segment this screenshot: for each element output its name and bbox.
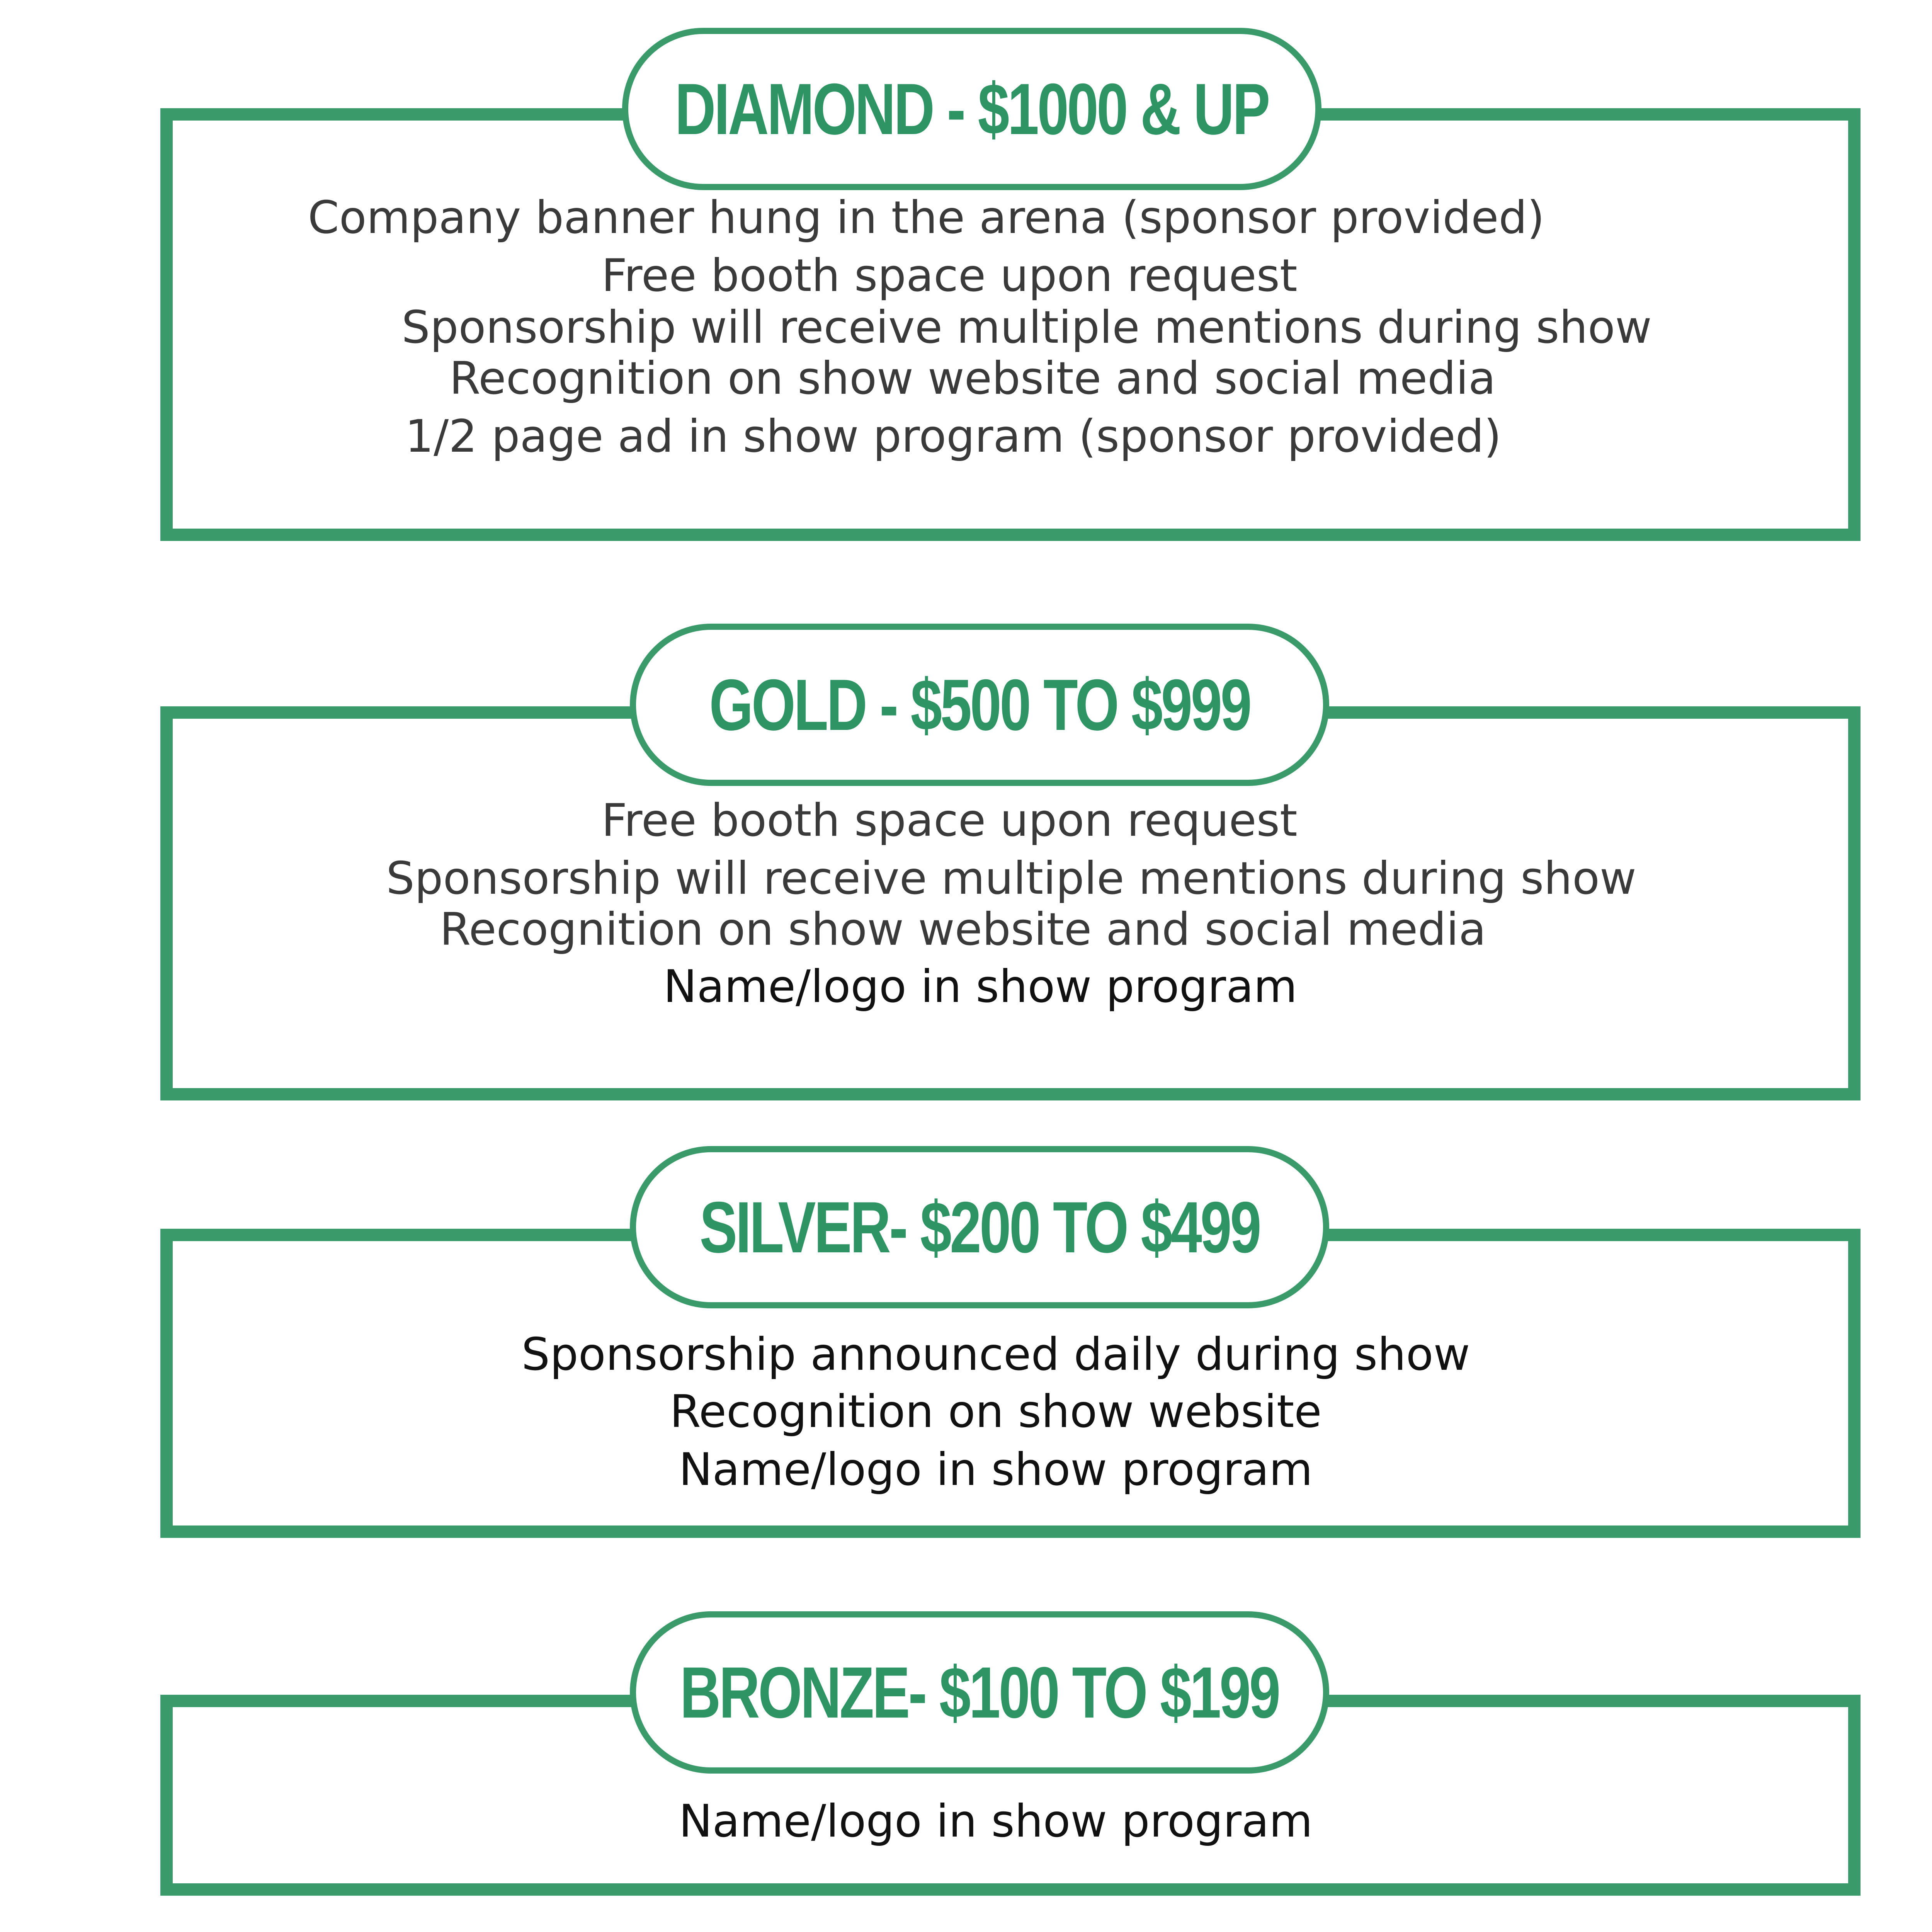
gold-benefit-2: Sponsorship will receive multiple mentions during show [386,852,1636,905]
silver-tier-title: SILVER- $200 TO $499 [699,1187,1260,1268]
silver-benefit-1: Sponsorship announced daily during show [521,1328,1470,1381]
silver-tier-pill [630,1146,1329,1308]
gold-tier-pill [630,624,1329,786]
gold-benefit-4: Name/logo in show program [663,961,1298,1013]
diamond-benefit-4: Recognition on show website and social media [449,352,1496,405]
bronze-tier-title: BRONZE- $100 TO $199 [680,1652,1279,1733]
bronze-benefit-1: Name/logo in show program [679,1795,1313,1847]
diamond-benefit-2: Free booth space upon request [601,250,1298,302]
diamond-benefit-1: Company banner hung in the arena (sponsor provided) [308,192,1545,244]
gold-benefit-3: Recognition on show website and social media [439,903,1486,956]
diamond-benefit-3: Sponsorship will receive multiple mentions during show [401,301,1652,354]
gold-benefit-1: Free booth space upon request [601,794,1298,847]
gold-tier-title: GOLD - $500 TO $999 [709,664,1250,745]
diamond-benefit-5: 1/2 page ad in show program (sponsor provided) [405,410,1502,463]
diamond-tier-title: DIAMOND - $1000 & UP [675,68,1269,150]
silver-benefit-3: Name/logo in show program [679,1444,1313,1496]
silver-benefit-2: Recognition on show website [670,1386,1322,1438]
diamond-tier-pill [622,28,1321,190]
bronze-tier-pill [630,1611,1329,1774]
